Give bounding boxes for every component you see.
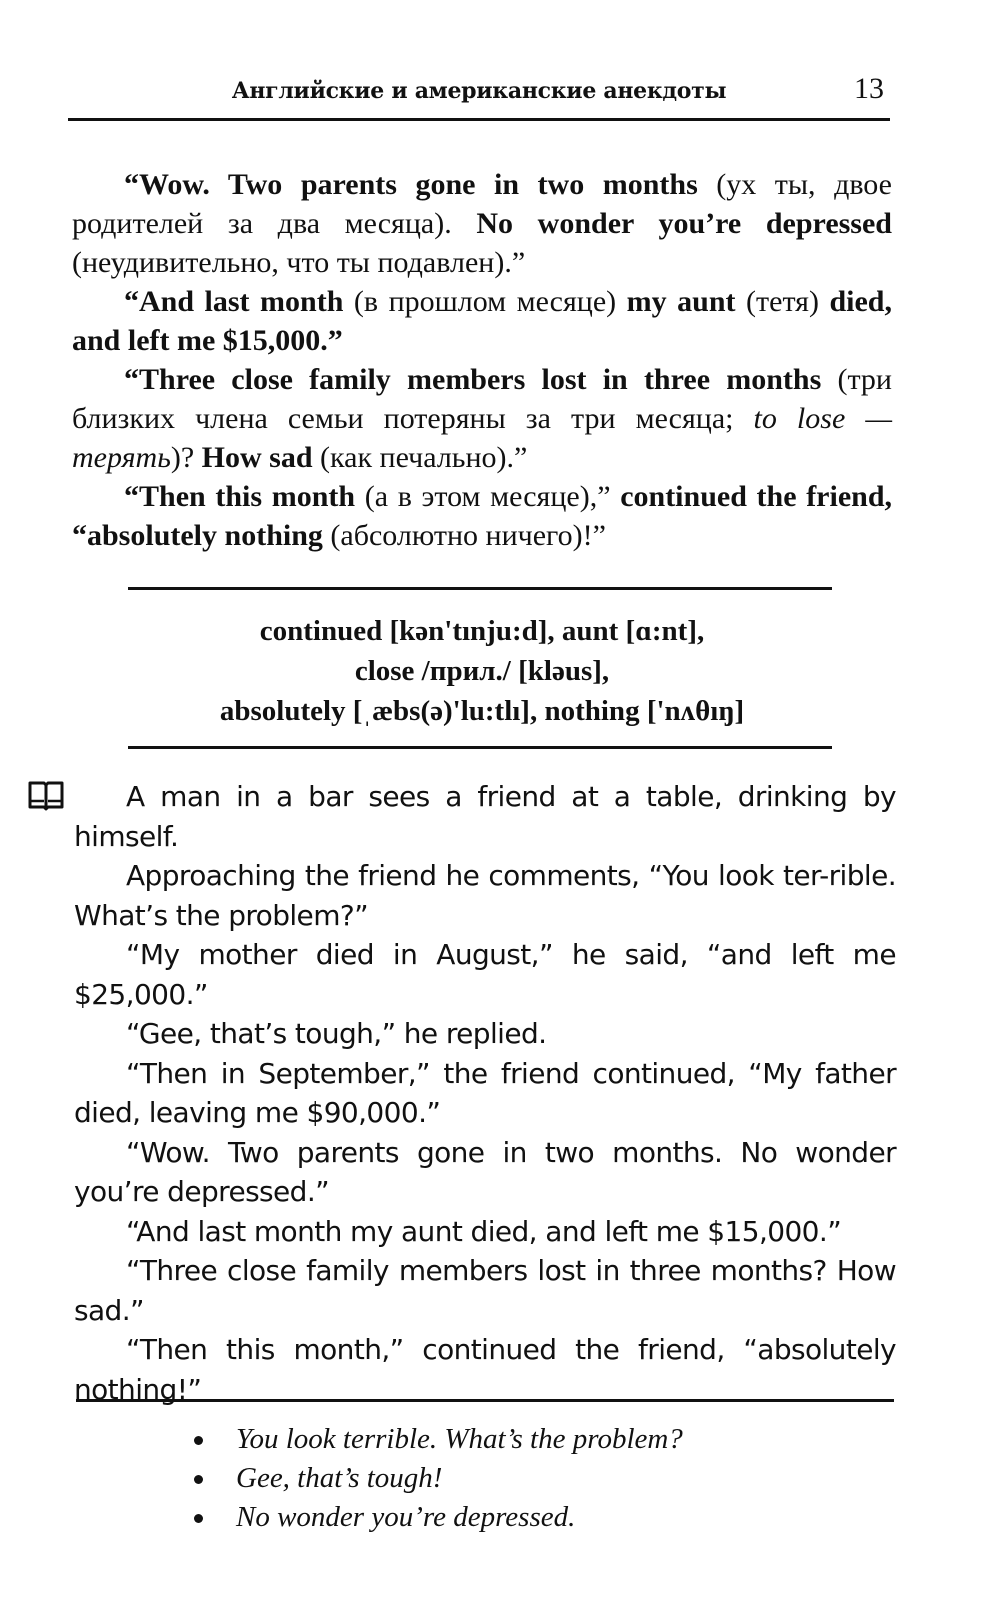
- bullet-icon: [194, 1514, 203, 1523]
- en-paragraph: Approaching the friend he comments, “You look ter-rible. What’s the problem?”: [74, 859, 896, 932]
- ru-paragraph-2: “And last month (в прошлом месяце) my aunt (тетя) died, and left me $15,000.”: [72, 285, 892, 357]
- key-phrases-list: [188, 1420, 888, 1537]
- russian-annotated-text: [72, 165, 892, 555]
- running-header: [68, 70, 890, 121]
- vocab-line: close /прил./ [kləus],: [354, 655, 610, 687]
- english-text: [74, 777, 896, 1409]
- divider-top-vocab: [128, 587, 832, 590]
- list-item: Gee, that’s tough!: [188, 1459, 888, 1498]
- header-title: Английские и американские анекдоты: [231, 78, 727, 104]
- list-item: You look terrible. What’s the problem?: [188, 1420, 888, 1459]
- en-paragraph: “Wow. Two parents gone in two months. No wonder you’re depressed.”: [74, 1135, 896, 1208]
- page-number: 13: [854, 72, 884, 105]
- en-paragraph: “And last month my aunt died, and left me $15,000.”: [126, 1214, 842, 1248]
- open-book-icon: [28, 779, 64, 811]
- en-paragraph: “Then in September,” the friend continued, “My father died, leaving me $90,000.”: [74, 1056, 896, 1129]
- vocab-line: absolutely [ˌæbs(ə)'lu:tlı], nothing ['nʌθıŋ]: [219, 695, 745, 727]
- vocabulary-block: [72, 611, 892, 731]
- bullet-icon: [194, 1436, 203, 1445]
- divider-phrases: [76, 1399, 894, 1402]
- vocab-line: continued [kən'tınju:d], aunt [ɑ:nt],: [259, 615, 705, 647]
- ru-paragraph-1: “Wow. Two parents gone in two months (ух ты, двое родителей за два месяца). No wonder you’re depressed (неудивительно, что ты подавлен).”: [72, 168, 892, 279]
- en-paragraph: “My mother died in August,” he said, “and left me $25,000.”: [74, 938, 896, 1011]
- en-paragraph: “Three close family members lost in three months? How sad.”: [74, 1254, 896, 1327]
- list-item: No wonder you’re depressed.: [188, 1498, 888, 1537]
- ru-paragraph-3: “Three close family members lost in three months (три близких члена семьи потеряны за три месяца; to lose — терять)? How sad (как печально).”: [72, 363, 892, 474]
- divider-bottom-vocab: [128, 746, 832, 749]
- en-paragraph: A man in a bar sees a friend at a table, drinking by himself.: [74, 780, 896, 853]
- bullet-icon: [194, 1475, 203, 1484]
- ru-paragraph-4: “Then this month (а в этом месяце),” continued the friend, “absolutely nothing (абсолютно ничего)!”: [72, 480, 893, 552]
- en-paragraph: “Gee, that’s tough,” he replied.: [126, 1017, 547, 1050]
- en-paragraph: “Then this month,” continued the friend, “absolutely nothing!”: [74, 1333, 896, 1406]
